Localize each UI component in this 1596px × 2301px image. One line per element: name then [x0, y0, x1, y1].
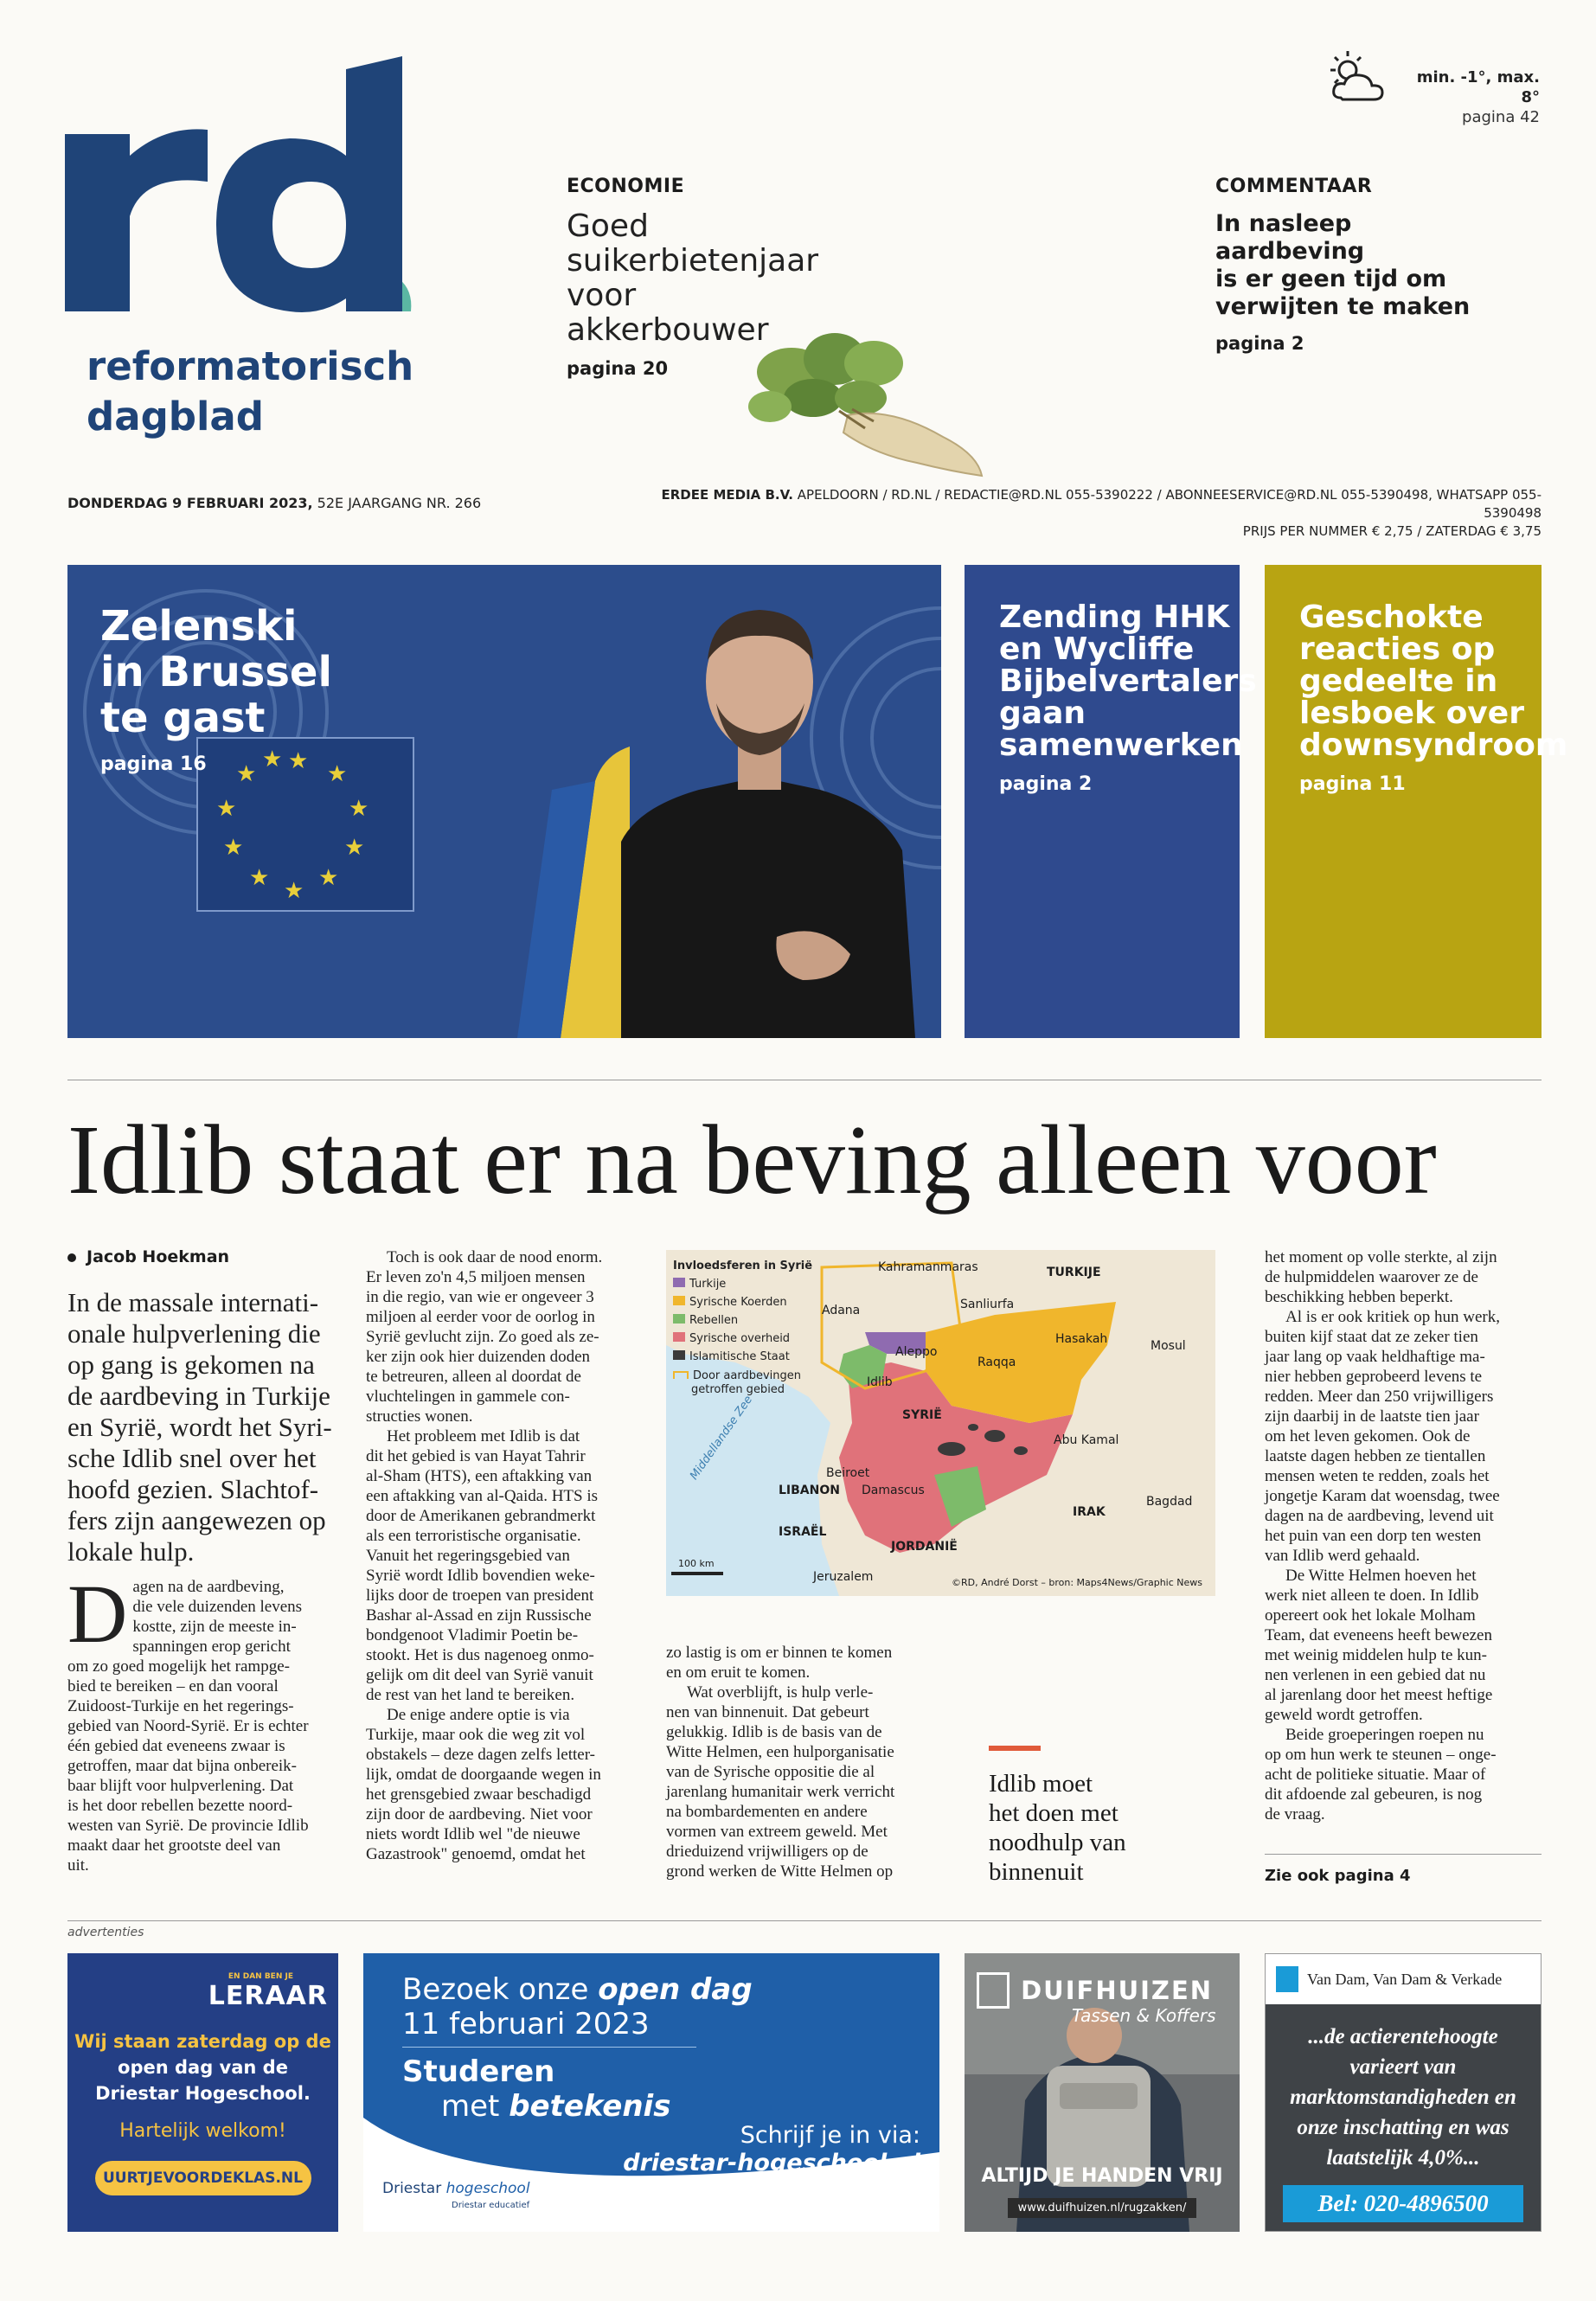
lead-line: fers zijn aangewezen op	[67, 1505, 326, 1535]
leraar-url-button[interactable]: UURTJEVOORDEKLAS.NL	[95, 2161, 311, 2195]
rd-logo[interactable]	[61, 52, 424, 329]
map-label: Kahramanmaras	[878, 1260, 978, 1274]
svg-text:★: ★	[216, 795, 237, 821]
map-label: Raqqa	[977, 1356, 1016, 1369]
column-line: Gazastrook" genoemd, omdat het	[366, 1845, 586, 1863]
vandam-ad[interactable]	[1265, 1953, 1542, 2232]
economy-title-line: Goed	[567, 208, 649, 244]
svg-text:★: ★	[327, 760, 348, 786]
ads-label: advertenties	[67, 1926, 144, 1939]
scale-label: 100 km	[678, 1558, 715, 1569]
column-line: om zo goed mogelijk het rampge-	[67, 1657, 290, 1676]
syria-influence-map[interactable]	[666, 1250, 1215, 1596]
column-line: dit afdoende zal gebeuren, is nog	[1265, 1785, 1483, 1804]
column-line: niets wordt Idlib wel "de nieuwe	[366, 1825, 580, 1843]
column-line: de hulpmiddelen waarover ze de	[1265, 1268, 1478, 1286]
lead-line: In de massale internati-	[67, 1287, 319, 1317]
map-label: SYRIË	[902, 1408, 942, 1422]
column-line: obstakels – deze dagen zelfs letter-	[366, 1746, 595, 1764]
driestar-heading	[402, 1972, 753, 2124]
column-line: zijn door de aardbeving. Niet voor	[366, 1805, 593, 1823]
column-line: opereert ook het lokale Molham	[1265, 1606, 1476, 1625]
leraar-tagline: EN DAN BEN JE	[228, 1972, 293, 1981]
column-line: het puin van een dorp ten westen	[1265, 1527, 1482, 1545]
column-line: al jarenlang door het meest heftige	[1265, 1686, 1493, 1704]
leraar-ad[interactable]	[67, 1953, 338, 2232]
lead-line: hoofd gezien. Slachtof-	[67, 1474, 319, 1504]
imprint-contact: APELDOORN / RD.NL / REDACTIE@RD.NL 055-5390222 / ABONNEESERVICE@RD.NL 055-5390498, WHATSAPP 055-5390498	[793, 487, 1542, 521]
vandam-line: laatstelijk 4,0%...	[1326, 2146, 1480, 2170]
pull-quote-line: het doen met	[989, 1799, 1118, 1827]
economy-title-line: suikerbietenjaar	[567, 243, 819, 279]
column-line: zo lastig is om er binnen te komen	[666, 1644, 893, 1662]
duifhuizen-logo-mark	[977, 1972, 1010, 2009]
column-line: Het probleem met Idlib is dat	[387, 1427, 580, 1445]
vandam-quote	[1266, 2022, 1541, 2173]
svg-text:★: ★	[288, 747, 309, 773]
column-line: als een terroristische organisatie.	[366, 1527, 581, 1545]
downsyndroom-title-line: gedeelte in	[1299, 663, 1498, 699]
newspaper-name	[87, 342, 413, 442]
column-line: vormen van extreem geweld. Met	[666, 1823, 888, 1841]
legend-swatch-government	[673, 1332, 685, 1342]
column-line: bondgenoot Vladimir Poetin be-	[366, 1626, 579, 1644]
column-line: laatste dagen hebben ze tientallen	[1265, 1447, 1486, 1465]
legend-swatch-kurds	[673, 1296, 685, 1305]
column-line: Vanuit het regeringsgebied van	[366, 1547, 570, 1565]
column-line: gebied van Noord-Syrië. Er is echter	[67, 1717, 309, 1735]
map-label: Sanliurfa	[960, 1298, 1015, 1311]
driestar-cta[interactable]	[623, 2122, 920, 2177]
imprint-price: PRIJS PER NUMMER € 2,75 / ZATERDAG € 3,75	[1242, 523, 1542, 539]
driestar-logo	[382, 2180, 530, 2210]
vandam-header	[1266, 1954, 1541, 2004]
column-line: op om hun werk te steunen – onge-	[1265, 1746, 1497, 1764]
column-line: werk niet alleen te doen. In Idlib	[1265, 1586, 1479, 1605]
leraar-logo-text: LERAAR	[208, 1981, 328, 2011]
zending-title-line: samenwerken	[999, 727, 1243, 763]
driestar-line1b: open dag	[598, 1972, 753, 2007]
driestar-line4b: betekenis	[509, 2089, 671, 2124]
column-line: De Witte Helmen hoeven het	[1285, 1567, 1477, 1585]
svg-text:★: ★	[349, 795, 369, 821]
leraar-message	[67, 2029, 338, 2106]
dateline-date: DONDERDAG 9 FEBRUARI 2023,	[67, 495, 313, 511]
article-column-1	[67, 1567, 340, 1875]
duifhuizen-logo	[977, 1972, 1216, 2026]
legend-label: Syrische overheid	[689, 1332, 791, 1345]
map-label: Beiroet	[826, 1466, 870, 1480]
lead-line: sche Idlib snel over het	[67, 1443, 317, 1473]
dropcap: D	[67, 1567, 128, 1660]
driestar-logo-word: Driestar	[382, 2180, 442, 2197]
column-line: gelijk om dit deel van Syrië vanuit	[366, 1666, 593, 1684]
pull-quote-accent	[989, 1746, 1041, 1751]
pull-quote-line: noodhulp van	[989, 1829, 1126, 1856]
map-title: Invloedsferen in Syrië	[673, 1259, 813, 1272]
duifhuizen-brand: DUIFHUIZEN	[1021, 1976, 1214, 2005]
lead-line: op gang is gekomen na	[67, 1349, 315, 1380]
beet-root	[843, 413, 982, 476]
leraar-logo	[67, 1972, 328, 2011]
map-label: LIBANON	[779, 1484, 840, 1497]
svg-text:★: ★	[236, 760, 257, 786]
driestar-line3: Studeren	[402, 2054, 555, 2089]
lead-line: de aardbeving in Turkije	[67, 1381, 330, 1411]
see-also-link[interactable]: Zie ook pagina 4	[1265, 1867, 1411, 1885]
map-label: TURKIJE	[1047, 1266, 1101, 1279]
legend-label: Rebellen	[689, 1314, 739, 1327]
column-line: in die regio, van wie er ongeveer 3	[366, 1288, 594, 1306]
byline	[67, 1247, 229, 1266]
legend-swatch-earthquake	[673, 1371, 689, 1379]
column-line: te betreuren, alleen al doordat de	[366, 1368, 581, 1386]
duifhuizen-url[interactable]: www.duifhuizen.nl/rugzakken/	[1008, 2198, 1196, 2218]
map-label: Jeruzalem	[813, 1570, 874, 1584]
logo-letter-r	[65, 129, 208, 311]
column-line: Team, dat eveneens heeft bewezen	[1265, 1626, 1492, 1644]
beet-leaves	[748, 333, 903, 422]
svg-text:★: ★	[318, 864, 339, 890]
column-line: jongetje Karam dat woensdag, twee	[1265, 1487, 1500, 1505]
map-label: Mosul	[1151, 1339, 1186, 1353]
legend-label: Turkije	[689, 1278, 727, 1291]
map-legend	[673, 1257, 812, 1397]
map-label: Adana	[822, 1304, 861, 1317]
svg-text:★: ★	[344, 834, 365, 860]
map-label: JORDANIË	[891, 1540, 958, 1554]
column-line: het moment op volle sterkte, al zijn	[1265, 1248, 1497, 1266]
column-line: vluchtelingen in gammele con-	[366, 1388, 570, 1406]
zelenski-feature-box[interactable]	[67, 565, 941, 1038]
column-line: ker zijn ook hier duizenden doden	[366, 1348, 591, 1366]
legend-label: Door aardbevingen	[693, 1369, 801, 1382]
zending-title-line: en Wycliffe	[999, 631, 1195, 667]
lead-line: en Syrië, wordt het Syri-	[67, 1412, 332, 1442]
commentary-kicker: COMMENTAAR	[1215, 176, 1373, 197]
imprint	[606, 486, 1542, 541]
zelenski-title-line: Zelenski	[100, 602, 298, 651]
vandam-logo-mark	[1276, 1966, 1298, 1992]
column-line: agen na de aardbeving,	[132, 1578, 285, 1596]
column-line: nen verlenen in een gebied dat nu	[1265, 1666, 1486, 1684]
weather-temps: min. -1°, max. 8°	[1416, 68, 1540, 106]
map-credit: ©RD, André Dorst – bron: Maps4News/Graphic News	[952, 1577, 1202, 1588]
column-line: jaar lang op vaak heldhaftige ma-	[1265, 1348, 1485, 1366]
downsyndroom-title-line: Geschokte	[1299, 599, 1484, 635]
column-line: Turkije, maar ook die weg zit vol	[366, 1726, 586, 1744]
duifhuizen-ad[interactable]	[965, 1953, 1240, 2232]
svg-text:★: ★	[223, 834, 244, 860]
column-line: grond werken de Witte Helmen op	[666, 1862, 894, 1881]
map-label: IRAK	[1073, 1505, 1106, 1519]
dateline	[67, 495, 481, 511]
lead-line: lokale hulp.	[67, 1536, 195, 1567]
map-label: Hasakah	[1055, 1332, 1108, 1346]
column-line: westen van Syrië. De provincie Idlib	[67, 1817, 309, 1835]
vandam-line: ...de actierentehoogte	[1308, 2025, 1498, 2048]
column-line: de rest van het land te bereiken.	[366, 1686, 575, 1704]
column-line: Er leven zo'n 4,5 miljoen mensen	[366, 1268, 586, 1286]
vandam-line: onze inschatting en was	[1297, 2116, 1509, 2139]
economy-page: pagina 20	[567, 358, 669, 379]
driestar-divider	[402, 2047, 696, 2048]
legend-swatch-turkey	[673, 1278, 685, 1287]
column-line: miljoen al eerder voor de oorlog in	[366, 1308, 595, 1326]
column-line: getroffen, maar dat bijna onbereik-	[67, 1757, 298, 1775]
zelenski-headline	[100, 604, 332, 775]
column-line: dagen na de aardbeving, levend uit	[1265, 1507, 1494, 1525]
column-line: redden. Meer dan 250 vrijwilligers	[1265, 1388, 1494, 1406]
column-line: Witte Helmen, een hulporganisatie	[666, 1743, 894, 1761]
map-label: Middellandse Zee	[688, 1393, 756, 1483]
driestar-line2: 11 februari 2023	[402, 2007, 650, 2041]
column-line: Syrië gevlucht zijn. Zo goed als ze-	[366, 1328, 599, 1346]
column-line: die vele duizenden levens	[132, 1598, 303, 1616]
commentary-page: pagina 2	[1215, 333, 1304, 354]
legend-label: getroffen gebied	[691, 1383, 785, 1396]
legend-label: Islamitische Staat	[689, 1350, 790, 1363]
economy-title-line: voor	[567, 278, 637, 313]
weather-page: pagina 42	[1462, 108, 1540, 126]
column-line: gelukkig. Idlib is de basis van de	[666, 1723, 882, 1741]
column-line: met weinig middelen hulp te kun-	[1265, 1646, 1487, 1664]
legend-label: Syrische Koerden	[689, 1296, 787, 1309]
column-line: maakt daar het grootste deel van	[67, 1836, 281, 1855]
column-line: het grensgebied zwaar beschadigd	[366, 1785, 592, 1804]
column-line: na bombardementen en andere	[666, 1803, 868, 1821]
commentary-title-line: is er geen tijd om	[1215, 266, 1447, 292]
scale-bar	[671, 1572, 723, 1575]
downsyndroom-feature-box[interactable]	[1265, 565, 1568, 1038]
column-line: Beide groeperingen roepen nu	[1285, 1726, 1484, 1744]
lead-line: onale hulpverlening die	[67, 1318, 321, 1349]
column-line: door de Amerikanen gebrandmerkt	[366, 1507, 596, 1525]
zending-title	[999, 599, 1257, 763]
map-label: Idlib	[867, 1375, 893, 1389]
column-line: de vraag.	[1265, 1805, 1325, 1823]
column-line: lijks door de troepen van president	[366, 1586, 594, 1605]
downsyndroom-page: pagina 11	[1299, 773, 1406, 795]
vandam-line: marktomstandigheden en	[1290, 2086, 1516, 2109]
legend-swatch-rebels	[673, 1314, 685, 1324]
column-line: dit het gebied is van Hayat Tahrir	[366, 1447, 586, 1465]
column-line: Al is er ook kritiek op hun werk,	[1285, 1308, 1501, 1326]
column-line: lijk, omdat de doorgaande wegen in	[366, 1766, 601, 1784]
column-line: beschikking hebben beperkt.	[1265, 1288, 1453, 1306]
article-column-2	[366, 1247, 640, 1864]
zelenski-title-line: in Brussel	[100, 648, 332, 696]
column-line: De enige andere optie is via	[387, 1706, 570, 1724]
weather-forecast	[1401, 67, 1540, 127]
vandam-firm: Van Dam, Van Dam & Verkade	[1307, 1970, 1503, 1988]
zelenski-title-line: te gast	[100, 694, 266, 742]
column-line: structies wonen.	[366, 1407, 473, 1426]
newspaper-name-line1: reformatorisch	[87, 343, 414, 389]
commentary-teaser[interactable]	[1215, 176, 1501, 354]
column-line: één gebied dat eveneens zwaar is	[67, 1737, 285, 1755]
column-line: nier hebben geprobeerd levens te	[1265, 1368, 1483, 1386]
column-line: al-Sham (HTS), een aftakking van	[366, 1467, 593, 1485]
driestar-cta-line1: Schrijf je in via:	[740, 2122, 920, 2149]
column-line: om het leven gekomen. Ook de	[1265, 1427, 1471, 1445]
imprint-line1	[606, 486, 1542, 522]
logo-letter-d	[216, 56, 402, 312]
legend-item	[673, 1369, 812, 1397]
legend-item	[673, 1293, 812, 1311]
article-lead	[67, 1287, 340, 1567]
pull-quote-line: binnenuit	[989, 1858, 1084, 1886]
column-line: Bashar al-Assad en zijn Russische	[366, 1606, 592, 1625]
column-line: buiten kijf staat dat ze zeker tien	[1265, 1328, 1478, 1346]
article-column-5	[1265, 1247, 1542, 1824]
column-line: Wat overblijft, is hulp verle-	[687, 1683, 874, 1702]
svg-text:★: ★	[249, 864, 270, 890]
column-line: nen van binnenuit. Dat gebeurt	[666, 1703, 869, 1721]
svg-text:★: ★	[262, 746, 283, 772]
pull-quote	[989, 1769, 1196, 1887]
column-line: geweld wordt getroffen.	[1265, 1706, 1423, 1724]
driestar-logo-sub: Driestar educatief	[452, 2201, 530, 2210]
driestar-line4a: met	[441, 2089, 510, 2124]
column-line: Toch is ook daar de nood enorm.	[387, 1248, 603, 1266]
vandam-phone[interactable]: Bel: 020-4896500	[1283, 2185, 1523, 2222]
leraar-line: Driestar Hogeschool.	[95, 2083, 311, 2104]
column-line: kostte, zijn de meeste in-	[132, 1618, 297, 1636]
downsyndroom-title-line: downsyndroom	[1299, 727, 1568, 763]
svg-text:★: ★	[284, 877, 304, 903]
leraar-welcome: Hartelijk welkom!	[119, 2120, 286, 2142]
economy-title-line: akkerbouwer	[567, 312, 769, 348]
leraar-line: Wij staan zaterdag op de	[74, 2031, 331, 2052]
column-line: Syrië wordt Idlib bovendien weke-	[366, 1567, 595, 1585]
sun-cloud-icon	[1324, 48, 1393, 108]
column-line: acht de politieke situatie. Maar of	[1265, 1766, 1486, 1784]
column-line: stookt. Het is dus nagenoeg onmo-	[366, 1646, 594, 1664]
column-line: van Idlib werd gehaald.	[1265, 1547, 1420, 1565]
legend-item	[673, 1275, 812, 1293]
legend-swatch-is	[673, 1350, 685, 1360]
driestar-ad[interactable]	[363, 1953, 939, 2232]
zending-page: pagina 2	[999, 773, 1093, 795]
column-end-rule	[1265, 1854, 1542, 1855]
author-name: Jacob Hoekman	[87, 1247, 230, 1266]
zending-feature-box[interactable]	[965, 565, 1257, 1038]
column-line: een aftakking van al-Qaida. HTS is	[366, 1487, 599, 1505]
column-line: Zuidoost-Turkije en het regerings-	[67, 1697, 294, 1715]
column-line: mensen weten te redden, zoals het	[1265, 1467, 1490, 1485]
map-label: ISRAËL	[779, 1525, 827, 1539]
zending-title-line: Zending HHK	[999, 599, 1230, 635]
column-line: spanningen erop gericht	[132, 1638, 291, 1656]
driestar-cta-url[interactable]: driestar-hogeschool.nl	[623, 2150, 920, 2176]
column-line: zijn daarbij in de laatste tien jaar	[1265, 1407, 1479, 1426]
column-line: van de Syrische oppositie die al	[666, 1763, 875, 1781]
article-column-3	[666, 1643, 934, 1881]
column-line: is het door rebellen bezette noord-	[67, 1797, 293, 1815]
downsyndroom-title	[1299, 599, 1568, 763]
byline-bullet	[67, 1253, 76, 1262]
economy-kicker: ECONOMIE	[567, 176, 685, 197]
column-line: en om eruit te komen.	[666, 1663, 811, 1682]
map-label: Aleppo	[895, 1345, 938, 1359]
dateline-edition: 52E JAARGANG NR. 266	[312, 495, 482, 511]
vandam-line: varieert van	[1349, 2055, 1457, 2079]
downsyndroom-title-line: lesboek over	[1299, 695, 1524, 731]
driestar-logo-text	[382, 2180, 530, 2197]
map-label: Bagdad	[1146, 1495, 1193, 1509]
column-line: uit.	[67, 1856, 89, 1875]
driestar-line4	[402, 2089, 753, 2124]
column-line: drieduizend vrijwilligers op de	[666, 1843, 869, 1861]
driestar-line1a: Bezoek onze	[402, 1972, 599, 2007]
duifhuizen-sub: Tassen & Koffers	[1072, 2005, 1216, 2026]
commentary-title	[1215, 210, 1501, 321]
commentary-title-line: In nasleep aardbeving	[1215, 210, 1365, 265]
legend-item	[673, 1330, 812, 1348]
zelenski-body	[621, 777, 915, 1038]
duifhuizen-slogan: ALTIJD JE HANDEN VRIJ	[981, 2165, 1223, 2187]
driestar-logo-word2: hogeschool	[445, 2180, 530, 2197]
leraar-line: open dag van de	[118, 2057, 288, 2078]
legend-item	[673, 1311, 812, 1330]
sugar-beet-image	[744, 324, 986, 497]
commentary-title-line: verwijten te maken	[1215, 293, 1471, 320]
column-line: jarenlang humanitair werk verricht	[666, 1783, 895, 1801]
map-label: Abu Kamal	[1054, 1433, 1119, 1447]
column-line: baar blijft voor hulpverlening. Dat	[67, 1777, 294, 1795]
pull-quote-line: Idlib moet	[989, 1770, 1093, 1798]
driestar-line1	[402, 1972, 753, 2007]
zending-title-line: gaan	[999, 695, 1086, 731]
zelenski-page: pagina 16	[100, 753, 207, 775]
downsyndroom-title-line: reacties op	[1299, 631, 1496, 667]
ads-divider	[67, 1920, 1542, 1921]
map-label: Damascus	[862, 1484, 925, 1497]
imprint-publisher: ERDEE MEDIA B.V.	[661, 487, 793, 503]
legend-item	[673, 1348, 812, 1366]
newspaper-name-line2: dagblad	[87, 394, 265, 439]
main-headline[interactable]: Idlib staat er na beving alleen voor	[67, 1105, 1437, 1215]
column-line: bied te bereiken – en dan vooral	[67, 1677, 279, 1695]
zending-title-line: Bijbelvertalers	[999, 663, 1257, 699]
